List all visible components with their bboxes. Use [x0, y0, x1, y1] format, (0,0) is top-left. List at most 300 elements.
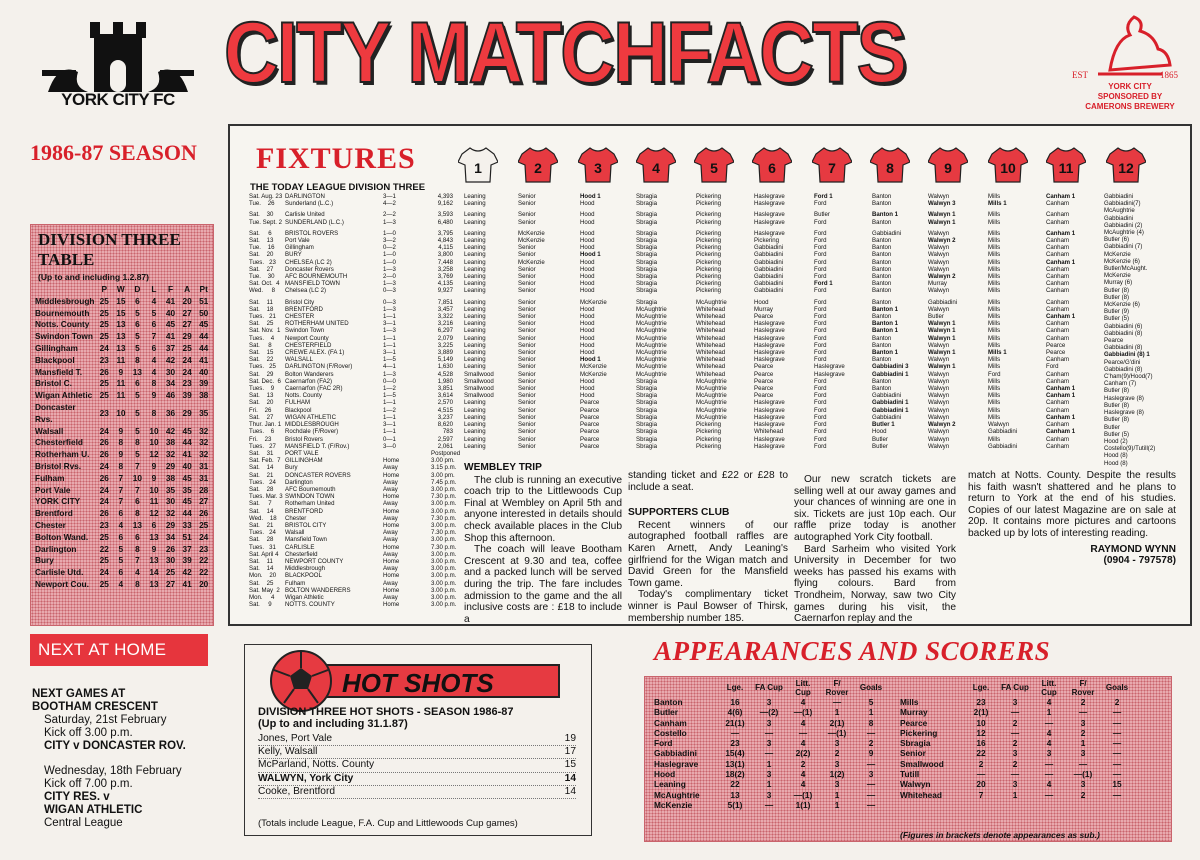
player-name: Senior [518, 280, 536, 288]
fixture-attendance: 3.00 p.m. [431, 550, 457, 558]
fixture-result: Home [383, 601, 400, 609]
appearance-stat: — [1112, 748, 1122, 759]
substitute-name: McKenzie (6) [1104, 301, 1140, 309]
player-name: Leaning [464, 313, 486, 321]
substitute-name: Gabbiadini (8) [1104, 329, 1143, 337]
table-stat: 10 [132, 472, 143, 483]
player-name: Leaning [464, 399, 486, 407]
player-name: Hood [580, 334, 595, 342]
player-name: Walwyn [928, 258, 950, 266]
player-name: Haslegrave [654, 758, 699, 769]
player-name: Senior [518, 327, 536, 335]
appearance-stat: — [866, 727, 876, 738]
kick-off-time: Kick off 3.00 p.m. [44, 727, 133, 739]
fixture-date: Sat. 11 [249, 298, 273, 306]
fixture-opponent: Rochdale (F/Rover) [285, 428, 339, 436]
fixture-date: Sat. 11 [249, 557, 273, 565]
appearance-stat: — [1112, 727, 1122, 738]
player-name: Leaning [464, 442, 486, 450]
player-name: Mills [988, 435, 1001, 443]
appearance-stat: 3 [766, 789, 772, 800]
fixture-opponent: Chelsea (LC 2) [285, 287, 326, 295]
appearance-stat: 12 [976, 727, 986, 738]
player-name: Walwyn [928, 244, 950, 252]
fixture-result: 0—3 [383, 287, 396, 295]
fixture-opponent: MANSFIELD T. (F/Rov.) [285, 442, 350, 450]
fixture-result: 1—1 [383, 313, 396, 321]
appearance-stat: — [1010, 769, 1020, 780]
appearances-row [652, 759, 888, 769]
sponsor-line: YORK CITY [1108, 82, 1152, 91]
player-name: Leaning [464, 258, 486, 266]
player-name: Haslegrave [754, 341, 785, 349]
player-name: Pickering [754, 237, 780, 245]
fixture-attendance: 3.00 p.m. [431, 557, 457, 565]
hot-shots-note: (Totals include League, F.A. Cup and Littlewoods Cup games) [258, 818, 518, 829]
player-name: Walwyn [928, 265, 950, 273]
league-table-row [34, 390, 212, 402]
team-name: Darlington [35, 543, 77, 554]
player-name: Senior [518, 305, 536, 313]
fixture-date: Sat. 7 [249, 500, 272, 508]
table-stat: 36 [165, 407, 176, 418]
player-name: Mills [988, 313, 1001, 321]
table-stat: 6 [118, 531, 124, 542]
table-stat: 30 [165, 496, 176, 507]
article-paragraph: Our new scratch tickets are selling well at our away games and your chances of winning are one in six. Tickets are just 10p each. Our raffle prize today is another autographed York City football. [794, 474, 956, 543]
appearance-stat: 3 [1012, 748, 1018, 759]
fixture-attendance: 2,079 [437, 334, 453, 342]
hot-shots-title: HOT SHOTS [326, 664, 560, 698]
game-fixture: CITY v DONCASTER ROV. [44, 740, 186, 752]
player-name: McKenzie [654, 799, 693, 810]
player-name: Ford [1046, 363, 1059, 371]
player-name: Walwyn [988, 421, 1010, 429]
player-name: Ford [814, 334, 827, 342]
player-name: Hood [580, 305, 595, 313]
fixture-result: 3—0 [383, 442, 396, 450]
player-name: Mills 1 [988, 200, 1007, 208]
player-name: Canham 1 [1046, 313, 1076, 321]
league-table-row [34, 473, 212, 485]
fixture-attendance: 3.00 p.m. [431, 521, 457, 529]
player-name: Leaning [464, 273, 486, 281]
player-name: Haslegrave [814, 363, 845, 371]
player-name: Mills [988, 320, 1001, 328]
table-stat: 13 [149, 555, 159, 566]
table-stat: 25 [99, 578, 109, 589]
table-stat: 27 [182, 307, 192, 318]
fixture-attendance: 9,927 [437, 287, 453, 295]
fixture-attendance: Postponed [431, 449, 461, 457]
team-name: Bristol Rvs. [35, 460, 82, 471]
player-name: Mills [988, 363, 1001, 371]
player-name: Hood [580, 200, 595, 208]
fixture-date: Sat. 15 [249, 349, 274, 357]
shirt-number-9 [928, 146, 968, 184]
team-name: Wigan Athletic [35, 390, 93, 401]
appearance-stat: 1 [834, 707, 840, 718]
player-name: Ford [814, 237, 827, 245]
lineup-column-8 [872, 193, 909, 450]
player-name: Mills [988, 413, 1001, 421]
table-stat: 11 [149, 496, 159, 507]
table-stat: 37 [182, 543, 192, 554]
appearance-stat: 23 [730, 738, 740, 749]
table-stat: 42 [165, 425, 176, 436]
player-name: Hood [580, 258, 595, 266]
appearances-column-header: Lge. [726, 683, 744, 693]
player-name: Pickering [696, 442, 722, 450]
player-name: Mills [988, 334, 1001, 342]
season-label: 1986-87 SEASON [30, 140, 197, 165]
fixture-date: Sat. 30 [249, 211, 274, 219]
table-stat: 7 [135, 484, 140, 495]
player-name: Canham [1046, 265, 1070, 273]
player-name: Ford [814, 258, 827, 266]
appearances-table-right [898, 680, 1134, 800]
player-name: Pearce [754, 392, 774, 400]
player-name: Mills [988, 229, 1001, 237]
fixture-row [249, 327, 453, 334]
player-name: Canham [1046, 370, 1070, 378]
fixture-row [249, 514, 457, 522]
appearance-stat: — [1112, 769, 1122, 780]
table-stat: 29 [182, 331, 192, 342]
appearance-stat: — [866, 779, 876, 790]
player-name: Walwyn 1 [928, 334, 956, 342]
table-stat: 15 [116, 307, 126, 318]
fixture-opponent: Mansfield Town [285, 536, 327, 544]
player-name: McAughtrie [696, 298, 727, 306]
fixture-opponent: Darlington [285, 478, 313, 486]
player-name: Sbragia [636, 218, 658, 226]
article-paragraph: Bard Sarheim who visited York University in December for two weeks has passed his exams with flying colours. Bard from Trondheim, Norway, saw two City games during his visit, the Caernarfon replay and the [794, 543, 956, 625]
player-name: Pickering [696, 211, 722, 219]
article-paragraph: The coach will leave Bootham Crescent at 9.30 and tea, coffee and a packed lunch will be served during the trip. The fare includes admission to the game and the all inclusive costs are : £18 to include a [464, 544, 622, 625]
lineup-column-4 [636, 193, 667, 450]
appearance-stat: 20 [976, 779, 986, 790]
fixture-result: 1—5 [383, 392, 396, 400]
fixture-attendance: 6,480 [437, 218, 453, 226]
fixture-date: Tue. Sept. 2 [249, 218, 282, 226]
player-name: Sbragia [636, 428, 658, 436]
shirt-number-2 [518, 146, 558, 184]
fixture-opponent: FULHAM [285, 399, 311, 407]
fixture-date: Tues. Mar. 3 [249, 493, 283, 501]
fixture-result: 0—2 [383, 244, 396, 252]
fixture-date: Sat. 27 [249, 413, 274, 421]
fixture-row [249, 259, 453, 266]
table-stat: 4 [151, 295, 157, 306]
next-games-info [32, 688, 222, 830]
player-name: Hood [580, 244, 595, 252]
table-stat: 5 [135, 342, 140, 353]
table-stat: 24 [182, 354, 192, 365]
fixture-attendance: 1,980 [437, 377, 453, 385]
appearance-stat: 7 [978, 789, 984, 800]
player-name: Canham [1046, 442, 1070, 450]
table-stat: 9 [151, 472, 157, 483]
table-stat: 29 [165, 519, 176, 530]
fixture-date: Thur. Jan. 1 [249, 421, 282, 429]
player-name: Senior [518, 265, 536, 273]
fixture-attendance: 3,237 [437, 413, 453, 421]
player-name: Sbragia [636, 244, 658, 252]
table-stat: 45 [182, 425, 192, 436]
appearance-stat: 3 [868, 769, 874, 780]
player-name: Ford [814, 313, 827, 321]
player-name: Hood [580, 218, 595, 226]
substitute-name: Butler (9) [1104, 308, 1130, 316]
player-name: Walwyn [928, 356, 950, 364]
table-stat: 13 [116, 342, 126, 353]
fixture-attendance: 783 [442, 428, 453, 436]
table-stat: 4 [118, 519, 124, 530]
player-name: Senior [518, 392, 536, 400]
player-name: Walwyn 2 [928, 273, 956, 281]
fixture-row [249, 507, 457, 515]
player-name: Canham [1046, 251, 1070, 259]
appearances-title: APPEARANCES AND SCORERS [654, 636, 1051, 666]
player-name: Walwyn 1 [928, 211, 956, 219]
wembley-trip-article [464, 462, 622, 625]
table-stat: 8 [118, 460, 124, 471]
lineup-column-6 [754, 193, 785, 450]
player-name: Pearce [754, 313, 774, 321]
fixture-attendance: 3.00 pm. [431, 457, 455, 465]
player-name: Sbragia [636, 287, 658, 295]
player-name: Leaning [464, 435, 486, 443]
fixture-result: Away [383, 579, 398, 587]
player-name: Banton [872, 200, 892, 208]
appearances-row [898, 759, 1134, 769]
player-name: Leaning [464, 421, 486, 429]
table-stat: 11 [116, 354, 126, 365]
player-name: Hood 1 [580, 251, 601, 259]
fixture-result: Away [383, 464, 398, 472]
fixture-opponent: Wigan Athletic [285, 593, 324, 601]
lineup-column-5 [696, 193, 727, 450]
player-name: Leaning [464, 265, 486, 273]
appearance-stat: 1 [1046, 707, 1052, 718]
team-name: Middlesbrough [35, 295, 95, 306]
fixture-opponent: GILLINGHAM [285, 457, 323, 465]
substitute-name: Haslegrave (8) [1104, 409, 1144, 417]
article-heading: SUPPORTERS CLUB [628, 507, 730, 519]
fixture-opponent: BRISTOL ROVERS [285, 229, 339, 237]
fixture-attendance: 1,630 [437, 363, 453, 371]
player-name: Pearce [580, 413, 600, 421]
fixture-date: Mon. 4 [249, 593, 275, 601]
player-name: Gabbiadini [754, 287, 784, 295]
substitute-name: Butler (8) [1104, 293, 1130, 301]
fixtures-list [249, 193, 461, 609]
fixture-attendance: 3,225 [437, 341, 453, 349]
fixture-opponent: Port Vale [285, 237, 310, 245]
appearance-stat: — [866, 789, 876, 800]
fixture-date: Sat. 25 [249, 320, 274, 328]
substitute-name: Gabbiadini (8) 1 [1104, 351, 1150, 359]
player-name: Canham [1046, 399, 1070, 407]
table-stat: 8 [135, 508, 140, 519]
fixture-opponent: MIDDLESBROUGH [285, 421, 339, 429]
appearance-stat: 2 [1012, 758, 1018, 769]
player-name: Walwyn [928, 287, 950, 295]
player-name: Mills [988, 356, 1001, 364]
article-heading: WEMBLEY TRIP [464, 462, 542, 473]
kick-off-time: Kick off 7.00 p.m. [44, 778, 133, 790]
fixture-row [249, 449, 461, 457]
appearance-stat: 3 [834, 758, 840, 769]
table-stat: 25 [165, 567, 176, 578]
player-name: Ford [814, 218, 827, 226]
player-name: Whitehead [696, 327, 726, 335]
fixture-date: Fri. 23 [249, 435, 272, 443]
league-table-row [34, 567, 212, 579]
fixture-result: 3—2 [383, 237, 396, 245]
player-name: Canham [1046, 305, 1070, 313]
article-paragraph: match at Notts. County. Despite the results his faith wasn't shattered and he plans to return to York at the end of his studies. Copies of our latest Magazine are on sale at 20p. It contains more pictures and cartoons backed up by lots of interesting reading. [968, 470, 1176, 539]
table-stat: 8 [135, 437, 140, 448]
fixture-result: 4—2 [383, 200, 396, 208]
table-stat: 22 [199, 555, 209, 566]
player-name: Sbragia [900, 738, 931, 749]
table-stat: 34 [165, 378, 176, 389]
player-name: Gabbiadini [872, 229, 902, 237]
fixture-result: Home [383, 521, 400, 529]
player-name: Haslegrave [754, 320, 785, 328]
player-name: Mills [900, 697, 919, 707]
fixture-opponent: CREWE ALEX. (FA 1) [285, 349, 345, 357]
hot-shots-row [258, 746, 576, 759]
fixture-attendance: 7,448 [437, 258, 453, 266]
fixture-row [249, 230, 453, 237]
player-name: Gabbiadini [754, 265, 784, 273]
table-stat: 6 [135, 378, 140, 389]
appearance-stat: 3 [766, 769, 772, 780]
fixture-result: 0—1 [383, 435, 396, 443]
player-name: Pickering [696, 265, 722, 273]
appearances-column-header [898, 680, 964, 697]
fixture-row [249, 320, 453, 327]
shirt-number-label: 9 [944, 160, 952, 176]
league-table-column-header: P [101, 284, 108, 294]
player-name: Haslegrave [754, 399, 785, 407]
fixture-date: Tues. 24 [249, 478, 276, 486]
team-name: Blackpool [35, 354, 75, 365]
fixture-row [249, 550, 457, 558]
league-table-row [34, 496, 212, 508]
fixture-row [249, 521, 457, 529]
fixture-result: Home [383, 471, 400, 479]
player-name: Ford [814, 244, 827, 252]
table-stat: 6 [135, 496, 140, 507]
league-table [34, 284, 212, 591]
team-name: Brentford [35, 508, 73, 519]
table-stat: 44 [199, 331, 209, 342]
substitute-name: C'ham(9)/Hood(7) [1104, 373, 1153, 381]
player-name: Sbragia [636, 237, 658, 245]
next-games-heading: BOOTHAM CRESCENT [32, 701, 158, 713]
player-name: Hood [654, 769, 676, 780]
player-name: Ford [814, 305, 827, 313]
player-name: Hood 1 [580, 356, 601, 364]
table-stat: 45 [182, 472, 192, 483]
table-stat: 13 [149, 578, 159, 589]
player-name: Senior [518, 244, 536, 252]
player-name: Sbragia [636, 377, 658, 385]
substitute-name: Costello(9)/Tutill(2) [1104, 445, 1156, 453]
player-name: Ford [814, 298, 827, 306]
player-name: Ford [814, 200, 827, 208]
fixture-attendance: 3.00 p.m. [431, 593, 457, 601]
player-name: Smallwood [464, 392, 494, 400]
fixture-opponent: BURY [285, 251, 302, 259]
player-name: Walwyn [928, 392, 950, 400]
appearance-stat: 15(4) [725, 748, 745, 759]
fixture-opponent: NEWPORT COUNTY [285, 557, 344, 565]
appearance-stat: 2(1) [829, 717, 845, 728]
appearances-row [898, 707, 1134, 717]
player-name: Canham [1046, 211, 1070, 219]
table-stat: 32 [199, 425, 209, 436]
player-name: Leaning [464, 229, 486, 237]
fixture-date: Tue. 16 [249, 244, 275, 252]
team-name: Chester [35, 519, 66, 530]
player-name: Whitehead [696, 320, 726, 328]
player-name: Leaning [464, 280, 486, 288]
player-name: Walwyn [928, 370, 950, 378]
league-table-row [34, 544, 212, 556]
player-name: Ford [654, 738, 673, 749]
appearance-stat: — [764, 748, 774, 759]
player-name: Walwyn [928, 377, 950, 385]
player-name: Hood [580, 313, 595, 321]
fixture-date: Sat. April 4 [249, 550, 279, 558]
table-stat: 9 [151, 543, 157, 554]
fixture-date: Sat. Nov. 1 [249, 327, 281, 335]
article-signature: RAYMOND WYNN [1090, 543, 1176, 555]
table-stat: 5 [135, 407, 140, 418]
player-name: Murray [900, 707, 928, 718]
league-table-column-header: D [134, 284, 141, 294]
substitute-name: Butler (5) [1104, 430, 1130, 438]
player-name: Banton [872, 273, 892, 281]
player-name: Ford [814, 377, 827, 385]
table-stat: 9 [151, 460, 157, 471]
appearance-stat: 5 [868, 697, 874, 707]
hot-shots-list [258, 733, 576, 799]
lineup-column-10 [988, 193, 1017, 450]
player-name: Walwyn [928, 229, 950, 237]
substitute-name: Gabbiadini [1104, 193, 1134, 200]
league-table-row [34, 485, 212, 497]
table-stat: 7 [135, 460, 140, 471]
appearance-stat: 2 [868, 738, 874, 749]
team-name: Bury [35, 555, 54, 566]
fixture-row [249, 414, 453, 421]
fixture-row [249, 485, 457, 493]
appearances-row [898, 748, 1134, 758]
league-table-row [34, 331, 212, 343]
fixture-attendance: 6,297 [437, 327, 453, 335]
player-name: Senior [518, 363, 536, 371]
fixture-attendance: 3.00 p.m. [431, 507, 457, 515]
appearances-row [652, 779, 888, 789]
player-name: Leaning [464, 305, 486, 313]
table-stat: 25 [182, 342, 192, 353]
